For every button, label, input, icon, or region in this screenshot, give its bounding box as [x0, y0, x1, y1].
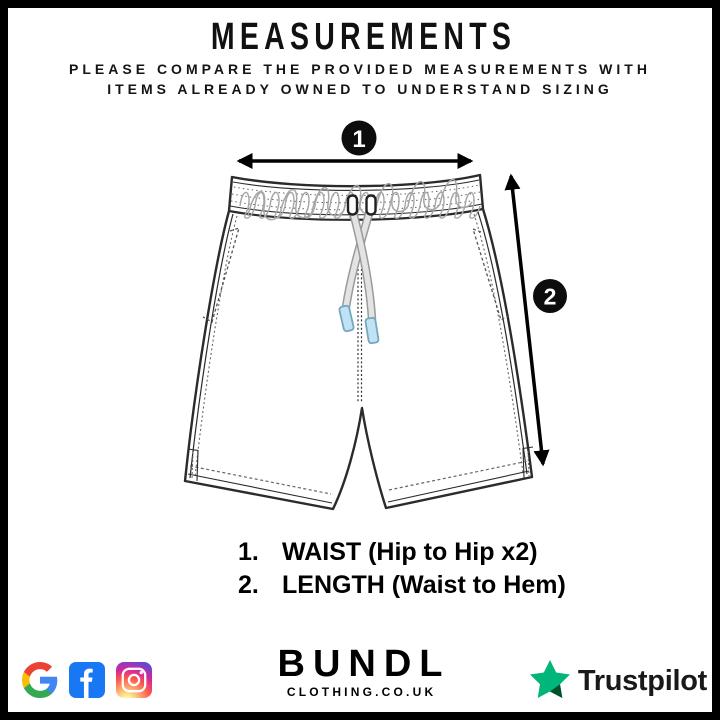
- trustpilot-logo: [528, 658, 707, 704]
- brand-name: BUNDL: [277, 643, 451, 685]
- legend-item-waist: [238, 536, 566, 569]
- legend-item-length: [238, 569, 566, 602]
- legend-label: LENGTH (Waist to Hem): [282, 571, 566, 599]
- measurement-legend: [238, 536, 566, 602]
- subtitle-line-1: PLEASE COMPARE THE PROVIDED MEASUREMENTS WITH: [69, 61, 651, 77]
- legend-number: 1.: [238, 538, 259, 566]
- brand-domain: CLOTHING.CO.UK: [286, 685, 437, 699]
- badge-2: [533, 279, 567, 313]
- subtitle-line-2: ITEMS ALREADY OWNED TO UNDERSTAND SIZING: [107, 81, 613, 97]
- subtitle: [8, 59, 712, 99]
- shorts-diagram: [160, 112, 580, 520]
- trustpilot-star-icon: [528, 660, 572, 702]
- badge-2-label: 2: [543, 283, 557, 310]
- page-title-text: MEASUREMENTS: [210, 16, 517, 58]
- legend-label: WAIST (Hip to Hip x2): [282, 538, 538, 566]
- legend-number: 2.: [238, 571, 259, 599]
- trustpilot-label: Trustpilot: [577, 664, 707, 697]
- badge-1-label: 1: [352, 126, 366, 153]
- page-title: [8, 16, 712, 59]
- badge-1: [342, 121, 377, 156]
